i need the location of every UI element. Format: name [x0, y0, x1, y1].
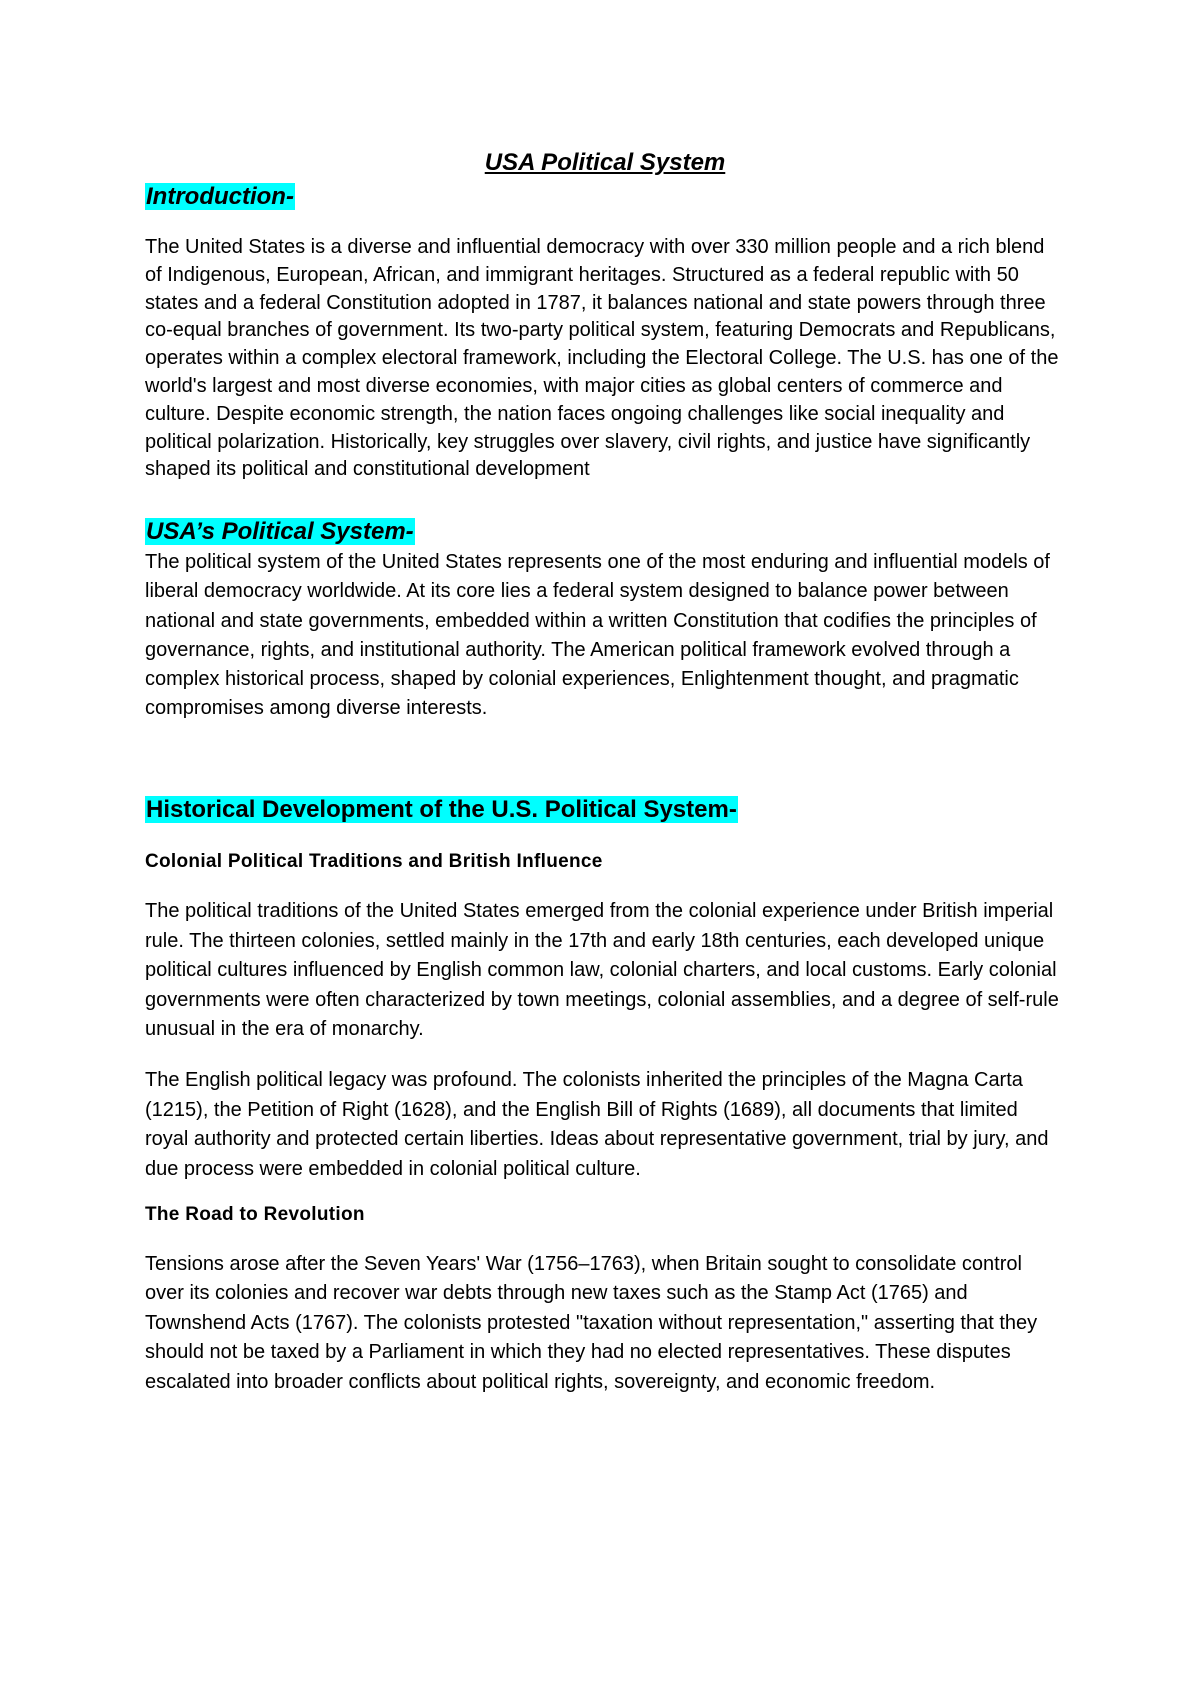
colonial-traditions-subheading: Colonial Political Traditions and British Influence — [145, 851, 603, 873]
historical-development-heading-text: Historical Development of the U.S. Political System- — [146, 796, 737, 824]
political-system-heading — [145, 515, 1065, 549]
introduction-heading-text: Introduction- — [146, 183, 294, 210]
political-system-heading-text: USA’s Political System- — [146, 518, 414, 546]
colonial-paragraph-1: The political traditions of the United States emerged from the colonial experience under British imperial rule. The thirteen colonies, settled mainly in the 17th and early 18th centuries, each developed unique political cultures influenced by English common law, colonial charters, and local customs. Early colonial governments were often characterized by town meetings, colonial assemblies, and a degree of self-rule unusual in the era of monarchy. — [145, 900, 1059, 1041]
document-title: USA Political System — [484, 149, 726, 176]
road-to-revolution-subheading: The Road to Revolution — [145, 1204, 365, 1226]
introduction-paragraph: The United States is a diverse and influential democracy with over 330 million people and a rich blend of Indigenous, European, African, and immigrant heritages. Structured as a federal republic with 50 states and a federal Constitution adopted in 1787, it balances national and state powers through three co-equal branches of government. Its two-party political system, featuring Democrats and Republicans, operates within a complex electoral framework, including the Electoral College. The U.S. has one of the world's largest and most diverse economies, with major cities as global centers of commerce and culture. Despite economic strength, the nation faces ongoing challenges like social inequality and political polarization. Historically, key struggles over slavery, civil rights, and justice have significantly shaped its political and constitutional development — [145, 236, 1059, 481]
political-system-paragraph: The political system of the United States represents one of the most enduring and influential models of liberal democracy worldwide. At its core lies a federal system designed to balance power between national and state governments, embedded within a written Constitution that codifies the principles of governance, rights, and institutional authority. The American political framework evolved through a complex historical process, shaped by colonial experiences, Enlightenment thought, and pragmatic compromises among diverse interests. — [145, 551, 1050, 720]
historical-development-heading — [145, 793, 1065, 827]
document-page — [145, 146, 1065, 1397]
colonial-paragraph-2: The English political legacy was profound. The colonists inherited the principles of the Magna Carta (1215), the Petition of Right (1628), and the English Bill of Rights (1689), all documents that limited royal authority and protected certain liberties. Ideas about representative government, trial by jury, and due process were embedded in colonial political culture. — [145, 1069, 1049, 1180]
revolution-paragraph: Tensions arose after the Seven Years' War (1756–1763), when Britain sought to consolidate control over its colonies and recover war debts through new taxes such as the Stamp Act (1765) and Townshend Acts (1767). The colonists protested "taxation without representation," asserting that they should not be taxed by a Parliament in which they had no elected representatives. These disputes escalated into broader conflicts about political rights, sovereignty, and economic freedom. — [145, 1253, 1038, 1393]
introduction-heading — [145, 180, 1065, 214]
